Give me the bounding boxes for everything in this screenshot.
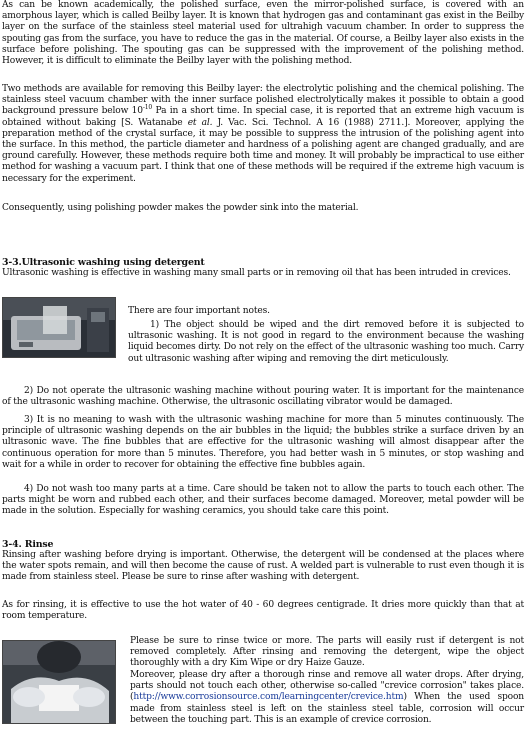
rinse-photo [2, 640, 116, 724]
paragraph-rinse-importance: Rinsing after washing before drying is important. Otherwise, the detergent will be condensed at the places where the water spots remain, and will then become the cause of rust. A welded part is vulnerable to rust even though it is made from stainless steel. Please be sure to rinse after washing with detergent. [2, 550, 524, 583]
paragraph-beilby-layer: As can be known academically, the polished surface, even the mirror-polished surface, is covered with an amorphous layer, which is called Beilby layer. It is known that hydrogen gas and contaminant gas exist in the Beilby layer on the surface of the stainless steel material used for ultrahigh vacuum chamber. In order to suppress the spouting gas from the surface, you have to reduce the gas in the material. Of course, a Beilby layer also exists in the surface before polishing. The spouting gas can be suppressed with the improvement of the polishing method. However, it is difficult to eliminate the Beilby layer with the polishing method. [2, 0, 524, 67]
note-1: 1) The object should be wiped and the dirt removed before it is subjected to ultrasonic washing. It is not good in regard to the environment because the washing liquid becomes dirty. Do not rely on the effect of the ultrasonic washing too much. Carry out ultrasonic washing after wiping and removing the dirt meticulously. [128, 320, 524, 364]
section-heading-rinse: 3-4. Rinse [2, 539, 54, 550]
section-heading-ultrasonic: 3-3.Ultrasonic washing using detergent [2, 257, 205, 268]
paragraph-rinse-twice: Please be sure to rinse twice or more. The parts will easily rust if detergent is not removed completely. After rinsing and removing the detergent, wipe the object thoroughly with a dry Kim Wipe or dry Haize Gauze. [130, 636, 524, 669]
crevice-corrosion-link[interactable]: http://www.corrosionsource.com/learningcenter/crevice.htm [133, 692, 404, 703]
note-2: 2) Do not operate the ultrasonic washing machine without pouring water. It is important for the maintenance of the ultrasonic washing machine. Otherwise, the ultrasonic oscillating vibrator would be damaged. [2, 386, 524, 408]
paragraph-conclusion: Consequently, using polishing powder makes the powder sink into the material. [2, 203, 359, 213]
ultrasonic-washer-photo [2, 297, 116, 358]
exponent: -10 [142, 104, 153, 112]
paragraph-crevice-corrosion: Moreover, please dry after a thorough rinse and remove all water drops. After drying, parts should not touch each other, otherwise so-called "crevice corrosion" takes place. (http://www.corrosionsource.com/learningcenter/crevice.htm) When the used spoon made from stainless steel is left on the stainless steel table, corrosion will occur between the touching part. This is an example of crevice corrosion. [130, 670, 524, 725]
paragraph-hot-water: As for rinsing, it is effective to use the hot water of 40 - 60 degrees centigrade. It dries more quickly than that at room temperature. [2, 600, 524, 622]
paragraph-removal-methods: Two methods are available for removing this Beilby layer: the electrolytic polishing and the chemical polishing. The stainless steel vacuum chamber with the inner surface polished electrolytically makes it possible to obtain a good background pressure below $10^{-10}$ Pa in a short time. In special case, it is reported that an extreme high vacuum is obtained without baking [S. Watanabe et al. J. Vac. Sci. Technol. A 16 (1988) 2711.]. Moreover, applying the preparation method of the crystal surface, it may be possible to suppress the intrusion of the polishing agent into the surface. In this method, the particle diameter and hardness of a polishing agent are changed gradually, and are ground carefully. However, these methods require both time and money. It will probably be impractical to use either method for washing a vacuum part. I think that one of these methods will be required if the extreme high vacuum is necessary for the experiment. [2, 84, 524, 184]
paragraph-ultrasonic-intro: Ultrasonic washing is effective in washing many small parts or in removing oil that has been intruded in crevices. [2, 268, 511, 278]
note-4: 4) Do not wash too many parts at a time. Care should be taken not to allow the parts to touch each other. The parts might be worn and rubbed each other, and their surfaces become damaged. Moreover, metal powder will be made in the solution. Especially for washing ceramics, you should take care this point. [2, 484, 524, 517]
four-notes-intro: There are four important notes. [128, 306, 270, 316]
note-3: 3) It is no meaning to wash with the ultrasonic washing machine for more than 5 minutes continuously. The principle of ultrasonic washing depends on the air bubbles in the liquid; the bubbles strike a surface driven by an ultrasonic wave. The fine bubbles that are effective for the ultrasonic washing will almost disappear after the continuous operation for more than 5 minutes. Therefore, you had better wash in 5 minutes, or stop washing and wait for a while in order to recover for obtaining the effective fine bubbles again. [2, 415, 524, 470]
